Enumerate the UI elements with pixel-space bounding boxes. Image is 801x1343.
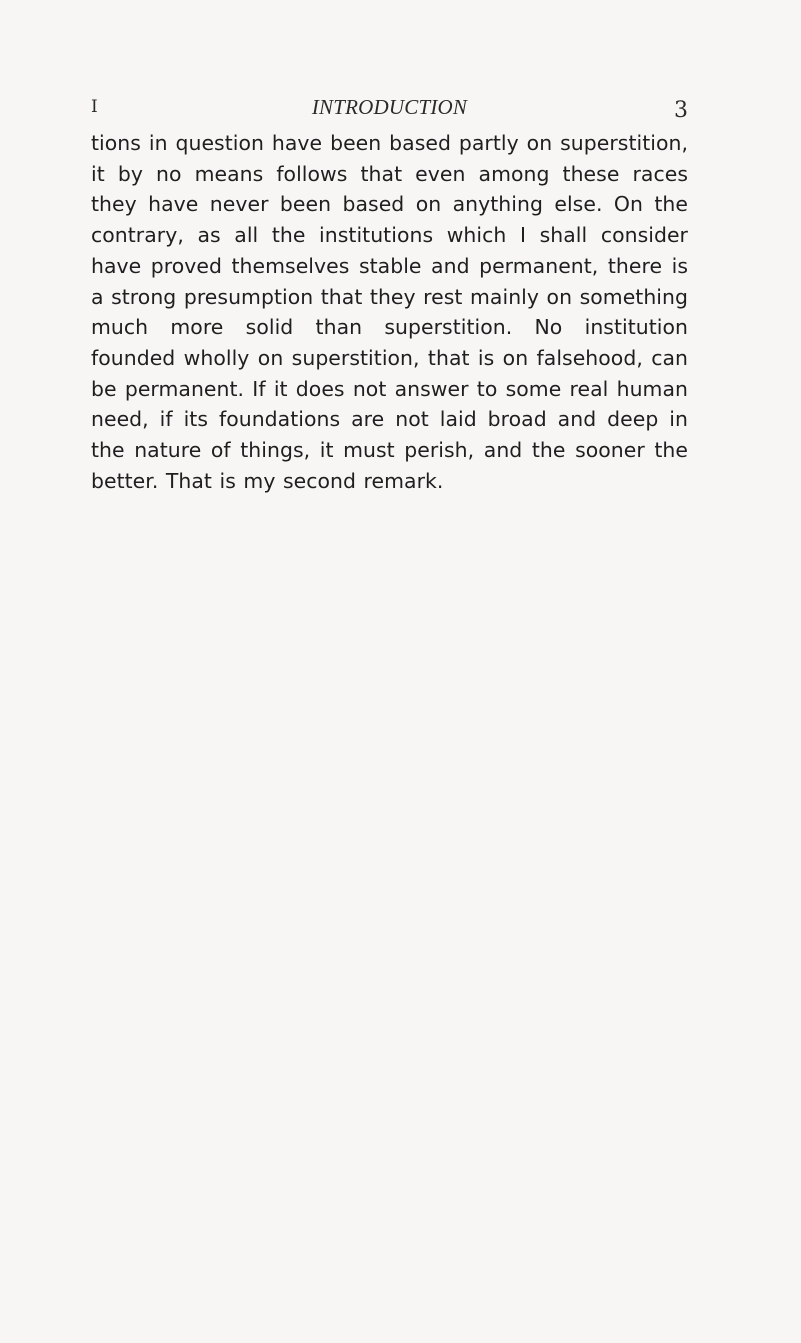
chapter-number: I <box>91 97 98 117</box>
body-paragraph: tions in question have been based partly on superstition, it by no means follows that even among these races they have never been based on anything else. On the contrary, as all the institutions which I shall consider have proved themselves stable and permanent, there is a strong presumption that they rest mainly on something much more solid than superstition. No institution founded wholly on superstition, that is on falsehood, can be permanent. If it does not answer to some real human need, if its foundations are not laid broad and deep in the nature of things, it must perish, and the sooner the better. That is my second remark. <box>91 131 688 493</box>
running-head <box>91 92 688 122</box>
page-number: 3 <box>674 98 688 123</box>
running-title: INTRODUCTION <box>311 95 468 119</box>
